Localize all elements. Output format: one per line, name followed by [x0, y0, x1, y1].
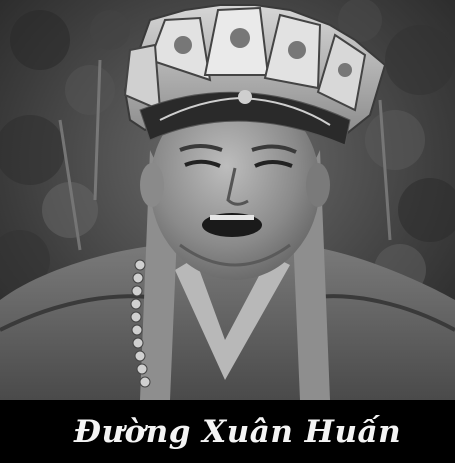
caption-name: Đường Xuân Huấn [73, 413, 402, 450]
caption-bar [0, 400, 455, 463]
